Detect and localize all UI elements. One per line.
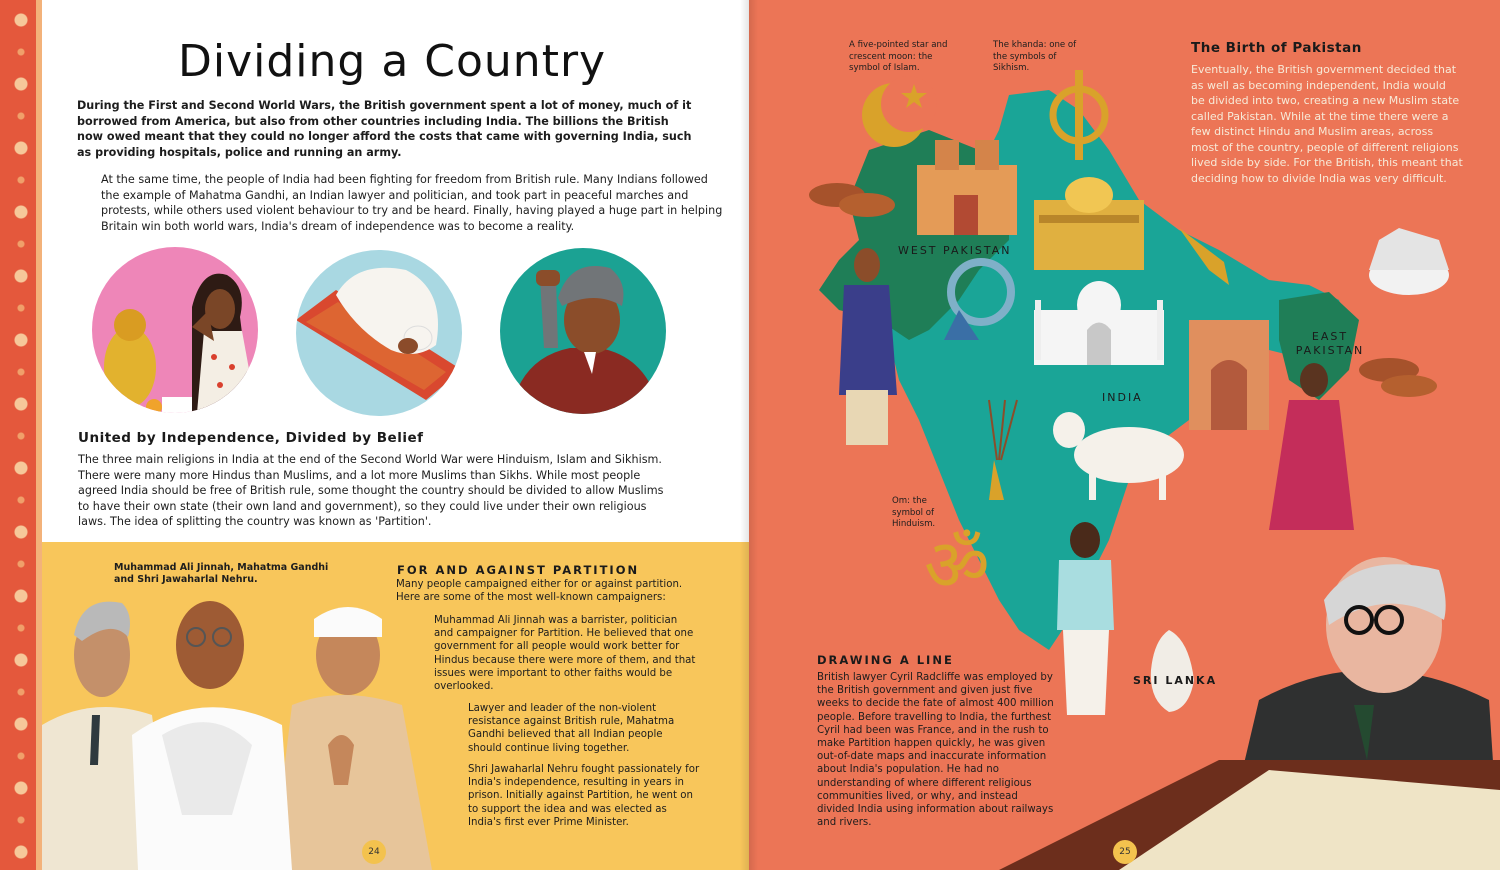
girl-in-sari-illustration (1269, 363, 1354, 530)
india-gate-illustration (1189, 320, 1269, 430)
hindu-prayer-illustration (92, 247, 258, 413)
svg-text:ॐ: ॐ (924, 523, 990, 607)
sri-lanka-island (1151, 630, 1194, 712)
page-title: Dividing a Country (178, 36, 607, 87)
book-spine-shadow (740, 0, 758, 870)
religion-section-body: The three main religions in India at the end of the Second World War were Hinduism, Islam and Sikhism. There were many more Hindus than Muslims, and a lot more Muslims than Sikhs. While most people agreed India should be free of British rule, some thought the country should be divided to allow Muslims to have their own state (their own land and government), so they could live under their own religious laws. The idea of splitting the country was known as 'Partition'. (78, 453, 664, 529)
page-number-right: 25 (1113, 840, 1137, 864)
religion-section-heading: United by Independence, Divided by Belief (78, 430, 424, 446)
map-label-sri-lanka: SRI LANKA (1133, 674, 1218, 687)
partition-heading: FOR AND AGAINST PARTITION (397, 563, 640, 577)
sikh-turban-illustration (500, 248, 666, 414)
pakistan-body: Eventually, the British government decided that as well as becoming independent, India would be divided into two, creating a new Muslim state called Pakistan. While at the time there were a few distinct Hindu and Muslim areas, across most of the country, people of different religions lived side by side. For the British, this meant that deciding how to divide India was very difficult. (1191, 63, 1463, 185)
temple-illustration (1369, 228, 1449, 295)
islam-symbol-caption: A five-pointed star and crescent moon: the symbol of Islam. (849, 40, 948, 73)
map-label-east-pakistan: EAST PAKISTAN (1295, 330, 1365, 357)
intro-paragraph: During the First and Second World Wars, the British government spent a lot of money, much of it borrowed from America, but also from other countries including India. The billions the British now owed meant that they could no longer afford the costs that came with governing India, such as providing hospitals, police and running an army. (77, 99, 692, 159)
left-page (0, 0, 749, 870)
sikh-symbol-caption: The khanda: one of the symbols of Sikhism. (993, 40, 1077, 73)
diya-lamps-right (1359, 358, 1437, 397)
gandhi-description: Lawyer and leader of the non-violent resistance against British rule, Mahatma Gandhi believed that all Indian people should continue living together. (468, 703, 675, 754)
om-symbol-caption: Om: the symbol of Hinduism. (892, 496, 936, 529)
campaigners-portrait-illustration (42, 585, 442, 870)
map-label-west-pakistan: WEST PAKISTAN (898, 244, 1012, 257)
portrait-caption: Muhammad Ali Jinnah, Mahatma Gandhi and Shri Jawaharlal Nehru. (114, 562, 329, 585)
page-number-left: 24 (362, 840, 386, 864)
right-page (749, 0, 1500, 870)
drawing-a-line-body: British lawyer Cyril Radcliffe was employed by the British government and given just five weeks to decide the fate of almost 400 million people. Before travelling to India, the furthest Cyril had been was France, and in the rush to make Partition happen quickly, he was given out-of-date maps and inaccurate information about India's population. He had no understanding of where different religious communities lived, or why, and instead divided India using information about railways and rivers. (817, 672, 1054, 829)
om-symbol (924, 523, 990, 607)
pakistan-heading: The Birth of Pakistan (1191, 40, 1362, 56)
partition-intro: Many people campaigned either for or against partition. Here are some of the most well-known campaigners: (396, 579, 683, 603)
jinnah-description: Muhammad Ali Jinnah was a barrister, politician and campaigner for Partition. He believed that one government for all people would work better for Hindus because there were more of them, and that issues were important to other faiths would be overlooked. (434, 615, 696, 693)
map-label-india: INDIA (1102, 391, 1143, 404)
independence-paragraph: At the same time, the people of India had been fighting for freedom from British rule. Many Indians followed the example of Mahatma Gandhi, an Indian lawyer and politician, and took part in peaceful marches and protests, while others used violent behaviour to try and be heard. Finally, having played a huge part in helping Britain win both world wars, India's dream of independence was to become a reality. (101, 173, 723, 233)
muslim-prayer-illustration (296, 250, 462, 416)
drawing-a-line-heading: DRAWING A LINE (817, 653, 954, 667)
nehru-description: Shri Jawaharlal Nehru fought passionately for India's independence, resulting in years in prison. Initially against Partition, he went on to support the idea and was elected as India's first ever Prime Minister. (468, 764, 700, 828)
